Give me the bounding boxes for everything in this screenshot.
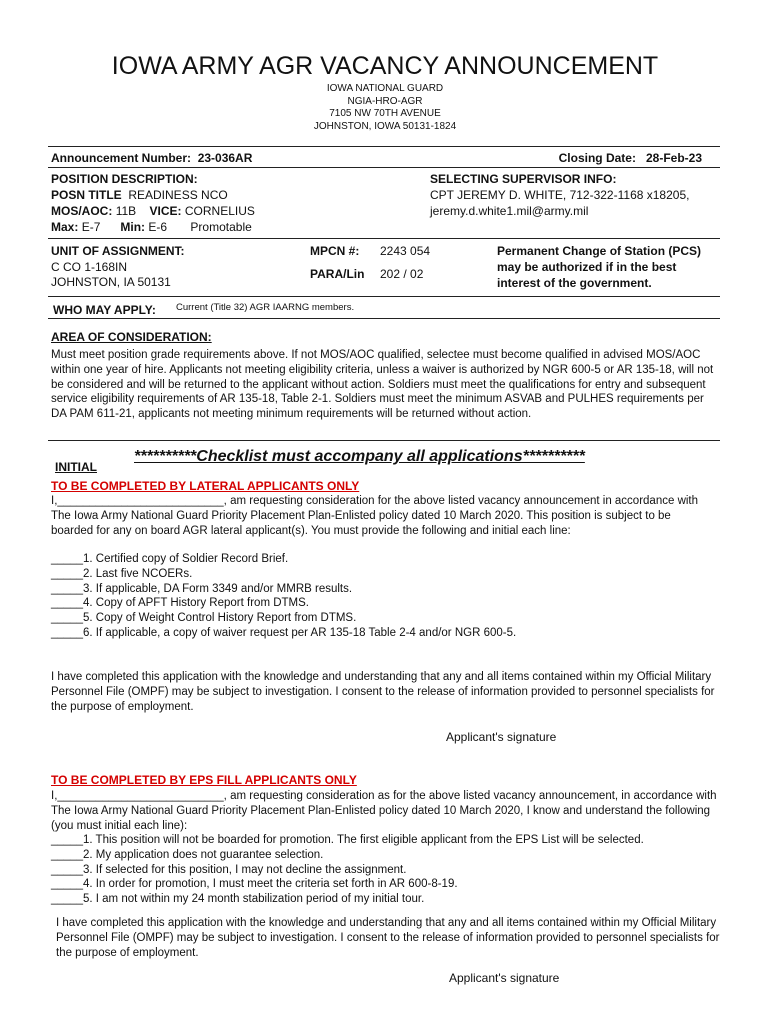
pcs-notice-2: may be authorized if in the best xyxy=(497,260,677,274)
divider xyxy=(48,238,720,239)
area-heading: AREA OF CONSIDERATION: xyxy=(51,330,212,344)
eps-signature-label: Applicant's signature xyxy=(449,971,560,985)
list-item: _____4. Copy of APFT History Report from DTMS. xyxy=(51,597,309,610)
list-item: _____2. Last five NCOERs. xyxy=(51,567,193,580)
mos-vice: MOS/AOC: 11B VICE: CORNELIUS xyxy=(51,204,255,218)
lateral-signature-label: Applicant's signature xyxy=(446,730,557,744)
grade-range: Max: E-7 Min: E-6 Promotable xyxy=(51,220,252,234)
divider xyxy=(48,146,720,147)
para-value: 202 / 02 xyxy=(380,267,424,281)
list-item: _____3. If selected for this position, I may not decline the assignment. xyxy=(51,863,407,876)
lateral-consent: I have completed this application with the knowledge and understanding that any and all items contained within my Official Military Personnel File (OMPF) may be subject to investigation. I consent to the release of information provided to personnel specialists for the purpose of employment. xyxy=(51,671,715,713)
lateral-intro: I,__________________________, am requesting consideration for the above listed vacancy announcement in accordance with The Iowa Army National Guard Priority Placement Plan-Enlisted policy dated 10 March 2020. This position is subject to be boarded for any on board AGR lateral applicant(s). You must provide the following and initial each line: xyxy=(51,495,699,537)
list-item: _____1. This position will not be boarded for promotion. The first eligible applicant from the EPS List will be selected. xyxy=(51,834,644,846)
page-title: IOWA ARMY AGR VACANCY ANNOUNCEMENT xyxy=(111,52,659,80)
address-line-2: NGIA-HRO-AGR xyxy=(347,95,423,107)
who-may-apply-value: Current (Title 32) AGR IAARNG members. xyxy=(176,302,355,313)
divider xyxy=(48,296,720,297)
eps-heading: TO BE COMPLETED BY EPS FILL APPLICANTS ONLY xyxy=(51,773,357,787)
para-label: PARA/Lin xyxy=(310,267,365,281)
position-heading: POSITION DESCRIPTION: xyxy=(51,172,198,186)
announcement-number: Announcement Number: 23-036AR xyxy=(51,151,253,165)
eps-intro: I,__________________________, am requesting consideration as for the above listed vacancy announcement, in accordance with The Iowa Army National Guard Priority Placement Plan-Enlisted policy dated 10 March 2020, I know and understand the following (you must initial each line): xyxy=(51,790,717,832)
lateral-items xyxy=(51,552,719,641)
pcs-notice-1: Permanent Change of Station (PCS) xyxy=(497,244,702,258)
area-text: Must meet position grade requirements above. If not MOS/AOC qualified, selectee must become qualified in advised MOS/AOC within one year of hire. Applicants not meeting eligibility criteria, unless a waiver is authorized by NGR 600-5 or AR 135-18, will not be considered and will be returned to the applicant without action. Soldiers must meet the qualifications for entry and subsequent service eligibility requirements of AR 135-18, Table 2-1. Soldiers must meet the minimum ASVAB and PULHES requirements per DA PAM 611-21, applicants not meeting minimum requirements will be returned without action. xyxy=(51,349,714,421)
list-item: _____1. Certified copy of Soldier Record Brief. xyxy=(51,553,289,565)
who-may-apply-label: WHO MAY APPLY: xyxy=(53,303,156,317)
address-line-4: JOHNSTON, IOWA 50131-1824 xyxy=(313,120,457,132)
list-item: _____4. In order for promotion, I must meet the criteria set forth in AR 600-8-19. xyxy=(51,878,458,891)
divider xyxy=(48,318,720,319)
eps-items xyxy=(51,833,719,907)
list-item: _____3. If applicable, DA Form 3349 and/or MMRB results. xyxy=(51,582,353,595)
unit-heading: UNIT OF ASSIGNMENT: xyxy=(51,244,185,258)
unit-line-2: JOHNSTON, IA 50131 xyxy=(51,275,171,289)
address-line-3: 7105 NW 70TH AVENUE xyxy=(329,108,441,119)
initial-label: INITIAL xyxy=(55,460,97,474)
supervisor-name-phone: CPT JEREMY D. WHITE, 712-322-1168 x18205, xyxy=(430,188,690,202)
address-line-1: IOWA NATIONAL GUARD xyxy=(326,83,444,94)
list-item: _____5. I am not within my 24 month stabilization period of my initial tour. xyxy=(51,893,425,906)
pcs-notice-3: interest of the government. xyxy=(497,276,652,290)
checklist-banner: **********Checklist must accompany all applications********** xyxy=(134,448,585,465)
supervisor-email: jeremy.d.white1.mil@army.mil xyxy=(430,204,589,218)
list-item: _____6. If applicable, a copy of waiver request per AR 135-18 Table 2-4 and/or NGR 600-5. xyxy=(51,626,517,639)
mpcn-value: 2243 054 xyxy=(380,244,431,258)
posn-title: POSN TITLE READINESS NCO xyxy=(51,188,228,202)
closing-date: Closing Date: 28-Feb-23 xyxy=(558,151,702,165)
mpcn-label: MPCN #: xyxy=(310,244,360,258)
eps-consent: I have completed this application with the knowledge and understanding that any and all items contained within my Official Military Personnel File (OMPF) may be subject to investigation. I consent to the release of information provided to personnel specialists for the purpose of employment. xyxy=(56,917,720,959)
lateral-heading: TO BE COMPLETED BY LATERAL APPLICANTS ONLY xyxy=(51,479,360,493)
unit-line-1: C CO 1-168IN xyxy=(51,260,128,274)
list-item: _____5. Copy of Weight Control History Report from DTMS. xyxy=(51,612,357,625)
list-item: _____2. My application does not guarantee selection. xyxy=(51,848,324,861)
divider xyxy=(48,167,720,168)
supervisor-heading: SELECTING SUPERVISOR INFO: xyxy=(430,172,617,186)
divider xyxy=(48,440,720,441)
